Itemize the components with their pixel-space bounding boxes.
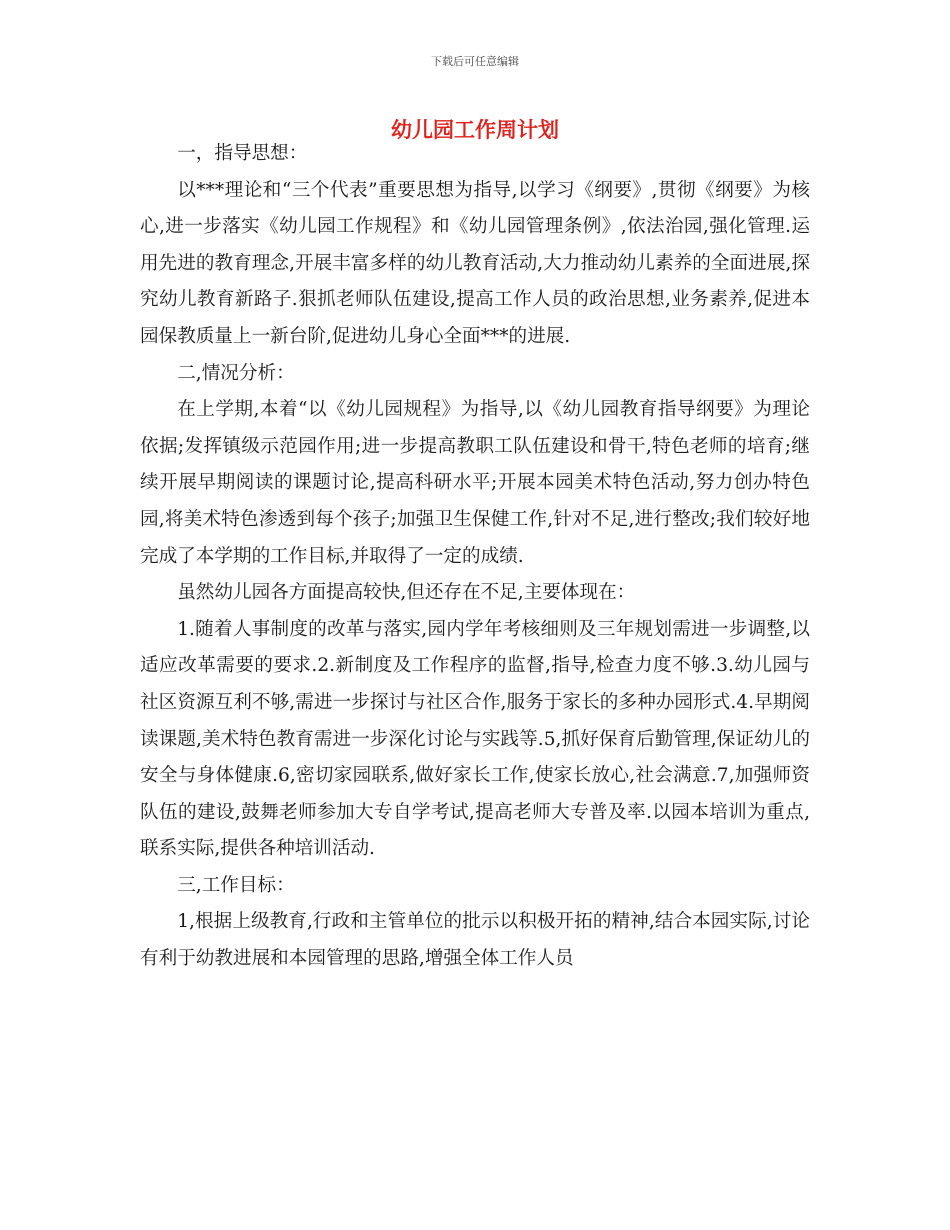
page-header-note: 下载后可任意编辑 bbox=[431, 55, 519, 68]
section-heading-situation-analysis: 二,情况分析： bbox=[177, 362, 295, 384]
document-body bbox=[140, 136, 810, 978]
paragraph-shortcomings-intro: 虽然幼儿园各方面提高较快,但还存在不足,主要体现在： bbox=[177, 582, 636, 604]
paragraph-work-goals: 1,根据上级教育,行政和主管单位的批示以积极开拓的精神,结合本园实际,讨论有利于幼教进展和本园管理的思路,增强全体工作人员 bbox=[140, 911, 810, 970]
section-heading-work-goals: 三,工作目标： bbox=[177, 874, 295, 896]
section-heading-guiding-ideology: 一，指导思想： bbox=[177, 143, 308, 164]
paragraph-guiding-ideology: 以***理论和“三个代表”重要思想为指导,以学习《纲要》,贯彻《纲要》为核心,进一步落实《幼儿园工作规程》和《幼儿园管理条例》,依法治园,强化管理.运用先进的教育理念,开展丰富多样的幼儿教育活动,大力推动幼儿素养的全面进展,探究幼儿教育新路子.狠抓老师队伍建设,提高工作人员的政治思想,业务素养,促进本园保教质量上一新台阶,促进幼儿身心全面***的进展. bbox=[140, 179, 810, 347]
paragraph-situation-analysis: 在上学期,本着“以《幼儿园规程》为指导,以《幼儿园教育指导纲要》为理论依据;发挥镇级示范园作用;进一步提高教职工队伍建设和骨干,特色老师的培育;继续开展早期阅读的课题讨论,提高科研水平;开展本园美术特色活动,努力创办特色园,将美术特色渗透到每个孩子;加强卫生保健工作,针对不足,进行整改;我们较好地完成了本学期的工作目标,并取得了一定的成绩. bbox=[140, 399, 810, 567]
document-title: 幼儿园工作周计划 bbox=[391, 118, 559, 142]
paragraph-shortcomings-list: 1.随着人事制度的改革与落实,园内学年考核细则及三年规划需进一步调整,以适应改革需要的要求.2.新制度及工作程序的监督,指导,检查力度不够.3.幼儿园与社区资源互利不够,需进一步探讨与社区合作,服务于家长的多种办园形式.4.早期阅读课题,美术特色教育需进一步深化讨论与实践等.5,抓好保育后勤管理,保证幼儿的安全与身体健康.6,密切家园联系,做好家长工作,使家长放心,社会满意.7,加强师资队伍的建设,鼓舞老师参加大专自学考试,提高老师大专普及率.以园本培训为重点,联系实际,提供各种培训活动. bbox=[140, 618, 810, 860]
